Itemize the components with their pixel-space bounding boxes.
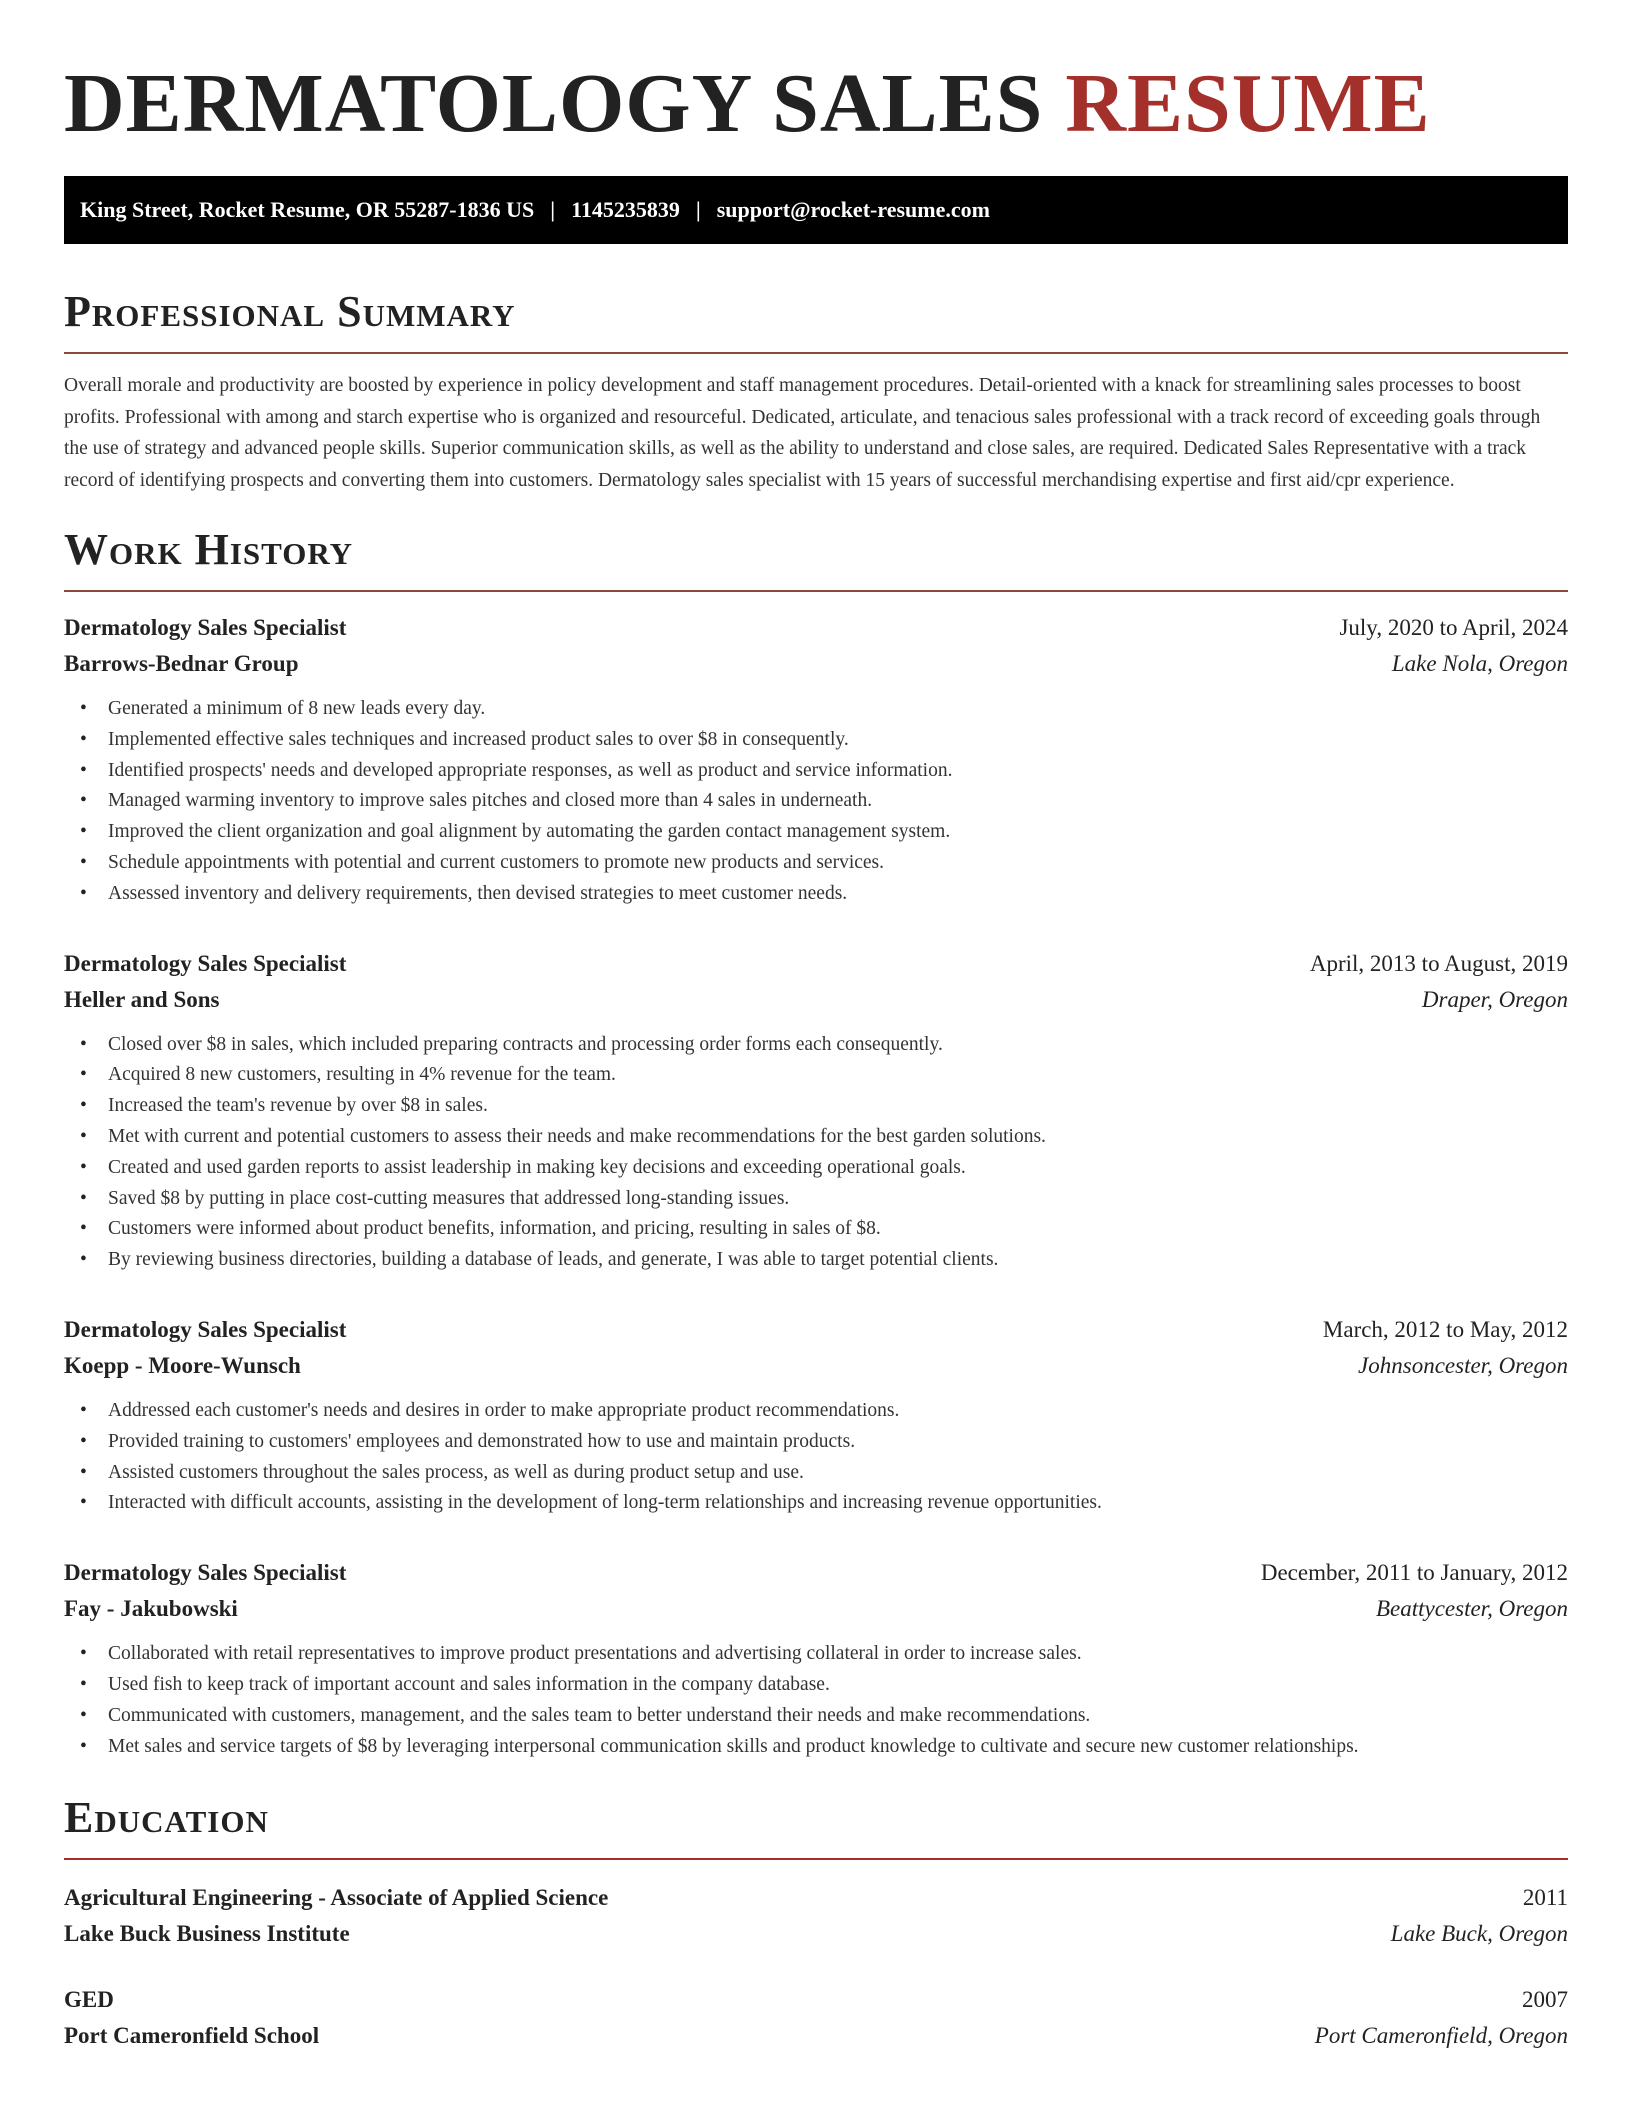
list-item: • Interacted with difficult accounts, assisting in the development of long-term relationships and increasing revenue opportunities.	[80, 1488, 1568, 1519]
job-title: Dermatology Sales Specialist	[64, 615, 347, 640]
education-heading: Education	[64, 1793, 269, 1843]
list-item: • Communicated with customers, management, and the sales team to better understand their needs and make recommendations.	[80, 1701, 1568, 1732]
contact-separator: |	[695, 197, 701, 222]
list-item: • Schedule appointments with potential and current customers to promote new products and services.	[80, 848, 1568, 879]
job-company: Heller and Sons	[64, 986, 220, 1012]
list-item: • Saved $8 by putting in place cost-cutting measures that addressed long-standing issues.	[80, 1184, 1568, 1215]
contact-email[interactable]: support@rocket-resume.com	[716, 197, 990, 222]
job-entry	[64, 1555, 1568, 1762]
job-dates: July, 2020 to April, 2024	[1339, 615, 1568, 640]
list-item: • Assisted customers throughout the sales process, as well as during product setup and use.	[80, 1458, 1568, 1489]
list-item: • Managed warming inventory to improve sales pitches and closed more than 4 sales in underneath.	[80, 786, 1568, 817]
education-degree: Agricultural Engineering - Associate of Applied Science	[64, 1885, 609, 1911]
job-company: Fay - Jakubowski	[64, 1596, 238, 1622]
job-title: Dermatology Sales Specialist	[64, 1560, 347, 1586]
education-school: Lake Buck Business Institute	[64, 1921, 350, 1947]
job-location: Draper, Oregon	[1421, 986, 1568, 1012]
education-year: 2011	[1522, 1885, 1568, 1911]
contact-phone: 1145235839	[571, 197, 680, 222]
list-item: • Customers were informed about product benefits, information, and pricing, resulting in sales of $8.	[80, 1214, 1568, 1245]
job-company: Koepp - Moore-Wunsch	[64, 1352, 301, 1378]
section-divider	[64, 1858, 1568, 1860]
contact-address: King Street, Rocket Resume, OR 55287-1836 US	[80, 197, 535, 222]
work-history-list	[64, 610, 1568, 1762]
list-item: • Collaborated with retail representatives to improve product presentations and advertising collateral in order to increase sales.	[80, 1639, 1568, 1670]
job-location: Johnsoncester, Oregon	[1358, 1352, 1568, 1378]
list-item: • Addressed each customer's needs and desires in order to make appropriate product recommendations.	[80, 1396, 1568, 1427]
education-year: 2007	[1522, 1987, 1568, 2013]
job-entry	[64, 610, 1568, 910]
list-item: • Acquired 8 new customers, resulting in 4% revenue for the team.	[80, 1060, 1568, 1091]
education-location: Lake Buck, Oregon	[1390, 1921, 1568, 1947]
job-entry	[64, 946, 1568, 1276]
contact-separator: |	[550, 197, 556, 222]
section-divider	[64, 352, 1568, 354]
education-school: Port Cameronfield School	[64, 2023, 320, 2049]
title-main: DERMATOLOGY SALES	[64, 57, 1044, 150]
job-company: Barrows-Bednar Group	[64, 651, 299, 676]
education-entry	[64, 1982, 1568, 2054]
job-dates: April, 2013 to August, 2019	[1309, 950, 1568, 976]
list-item: • Generated a minimum of 8 new leads every day.	[80, 694, 1568, 725]
job-location: Beattycester, Oregon	[1375, 1596, 1568, 1622]
work-history-heading: Work History	[64, 525, 354, 574]
list-item: • Improved the client organization and goal alignment by automating the garden contact management system.	[80, 817, 1568, 848]
list-item: • Provided training to customers' employees and demonstrated how to use and maintain products.	[80, 1427, 1568, 1458]
list-item: • Closed over $8 in sales, which included preparing contracts and processing order forms each consequently.	[80, 1030, 1568, 1061]
list-item: • Created and used garden reports to assist leadership in making key decisions and exceeding operational goals.	[80, 1153, 1568, 1184]
list-item: • Identified prospects' needs and developed appropriate responses, as well as product and service information.	[80, 756, 1568, 787]
title-accent: RESUME	[1065, 57, 1431, 150]
job-location: Lake Nola, Oregon	[1391, 651, 1568, 676]
job-bullets	[64, 1396, 1568, 1519]
summary-heading: Professional Summary	[64, 287, 516, 336]
list-item: • Met sales and service targets of $8 by leveraging interpersonal communication skills and product knowledge to cultivate and secure new customer relationships.	[80, 1732, 1568, 1763]
education-entry	[64, 1880, 1568, 1952]
list-item: • Assessed inventory and delivery requirements, then devised strategies to meet customer needs.	[80, 879, 1568, 910]
job-dates: March, 2012 to May, 2012	[1322, 1316, 1568, 1342]
job-bullets	[64, 1030, 1568, 1276]
contact-bar	[64, 176, 1568, 244]
list-item: • Increased the team's revenue by over $8 in sales.	[80, 1091, 1568, 1122]
job-bullets	[64, 1639, 1568, 1762]
resume-title	[64, 58, 1568, 150]
job-title: Dermatology Sales Specialist	[64, 1316, 347, 1342]
list-item: • By reviewing business directories, building a database of leads, and generate, I was able to target potential clients.	[80, 1245, 1568, 1276]
job-bullets	[64, 694, 1568, 910]
list-item: • Used fish to keep track of important account and sales information in the company database.	[80, 1670, 1568, 1701]
section-divider	[64, 590, 1568, 592]
summary-text: Overall morale and productivity are boosted by experience in policy development and staff management procedures. Detail-oriented with a knack for streamlining sales processes to boost profits. Professional with among and starch expertise who is organized and resourceful. Dedicated, articulate, and tenacious sales professional with a track record of exceeding goals through the use of strategy and advanced people skills. Superior communication skills, as well as the ability to understand and close sales, are required. Dedicated Sales Representative with a track record of identifying prospects and converting them into customers. Dermatology sales specialist with 15 years of successful merchandising expertise and first aid/cpr experience.	[64, 375, 1541, 491]
job-entry	[64, 1312, 1568, 1519]
list-item: • Implemented effective sales techniques and increased product sales to over $8 in consequently.	[80, 725, 1568, 756]
job-dates: December, 2011 to January, 2012	[1260, 1560, 1568, 1586]
list-item: • Met with current and potential customers to assess their needs and make recommendations for the best garden solutions.	[80, 1122, 1568, 1153]
resume-page	[64, 0, 1568, 2054]
education-location: Port Cameronfield, Oregon	[1314, 2023, 1568, 2049]
job-title: Dermatology Sales Specialist	[64, 950, 347, 976]
education-degree: GED	[64, 1987, 114, 2013]
